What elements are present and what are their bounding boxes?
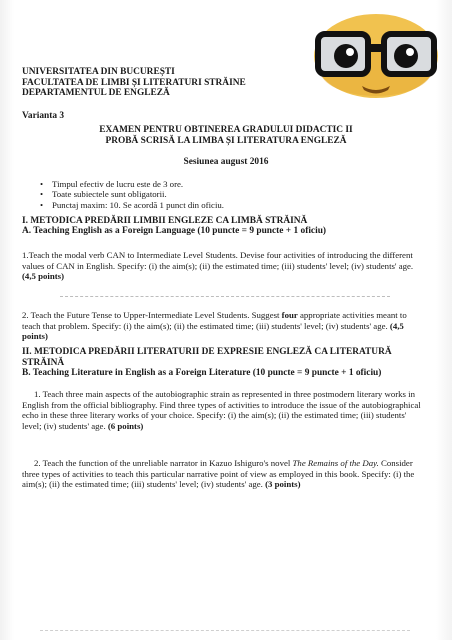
instruction-item: • Timpul efectiv de lucru este de 3 ore. [40, 179, 224, 189]
section1-question2 [22, 310, 424, 342]
section2-question1 [22, 389, 424, 431]
instruction-item: • Punctaj maxim: 10. Se acordă 1 punct din oficiu. [40, 200, 224, 210]
page-bottom-edge [40, 630, 410, 631]
exam-title-line1: EXAMEN PENTRU OBTINEREA GRADULUI DIDACTIC II [99, 125, 353, 135]
exam-title [40, 125, 412, 147]
section1-heading: I. METODICA PREDĂRII LIMBII ENGLEZE CA LIMBĂ STRĂINĂ [22, 216, 308, 226]
question-text-prefix: 2. Teach the function of the unreliable narrator in Kazuo Ishiguro's novel [34, 458, 291, 468]
question-points: (6 points) [107, 420, 144, 431]
question-text: Consider three types of activities to teach this particular narrative point of view as employed in this book. Specify: (i) the aim(s); (ii) the estimated time; (iii) students' level; (iv) students' age. [22, 458, 415, 489]
question-text: 1.Teach the modal verb CAN to Intermediate Level Students. Devise four activities of introducing the different values of CAN in English. Specify: (i) the aim(s); (ii) the estimated time; (iii) students' level; (iv) students' age. [22, 250, 414, 271]
session-label: Sesiunea august 2016 [183, 157, 269, 167]
section1-subheading: A. Teaching English as a Foreign Language (10 puncte = 9 puncte + 1 oficiu) [22, 226, 327, 236]
header-faculty: FACULTATEA DE LIMBI ȘI LITERATURI STRĂINE [22, 77, 246, 88]
section2-subheading: B. Teaching Literature in English as a Foreign Literature (10 puncte = 9 puncte + 1 oficiu) [22, 368, 382, 379]
institution-header [22, 67, 246, 99]
instruction-item: • Toate subiectele sunt obligatorii. [40, 189, 224, 199]
question-emphasis: four [281, 310, 298, 320]
section2-heading-block [22, 347, 424, 379]
question-text: appropriate activities meant to teach that problem. Specify: (i) the aim(s); (ii) the estimated time; (iii) students' level; (iv) students' age. [22, 310, 407, 331]
question-text: 1. Teach three main aspects of the autobiographic strain as represented in three postmodern literary works in English from the official bibliography. Find three types of activities to introduce the issue of the autobiographical echo in these three literary works of your choice. Specify: (i) the aim(s); (ii) the estimated time; (iii) students' level; (iv) students' age. [22, 389, 421, 431]
question-points: (4,5 points) [22, 320, 404, 341]
header-university: UNIVERSITATEA DIN BUCUREȘTI [22, 67, 175, 77]
section1-question1 [22, 250, 424, 282]
scan-divider [60, 296, 390, 297]
exam-title-line2: PROBĂ SCRISĂ LA LIMBA ȘI LITERATURA ENGLEZĂ [105, 136, 347, 146]
novel-title: The Remains of the Day. [292, 458, 379, 468]
variant-label: Varianta 3 [22, 111, 65, 121]
section2-question2 [22, 458, 424, 490]
question-points: (4,5 points) [22, 271, 65, 281]
header-department: DEPARTAMENTUL DE ENGLEZĂ [22, 88, 170, 99]
question-points: (3 points) [265, 479, 301, 489]
nerd-face-glasses-icon [306, 0, 446, 100]
instructions-list [40, 179, 224, 210]
question-text-prefix: 2. Teach the Future Tense to Upper-Intermediate Level Students. Suggest [22, 310, 280, 320]
section2-heading: II. METODICA PREDĂRII LITERATURII DE EXPRESIE ENGLEZĂ CA LITERATURĂ STRĂINĂ [22, 347, 392, 368]
